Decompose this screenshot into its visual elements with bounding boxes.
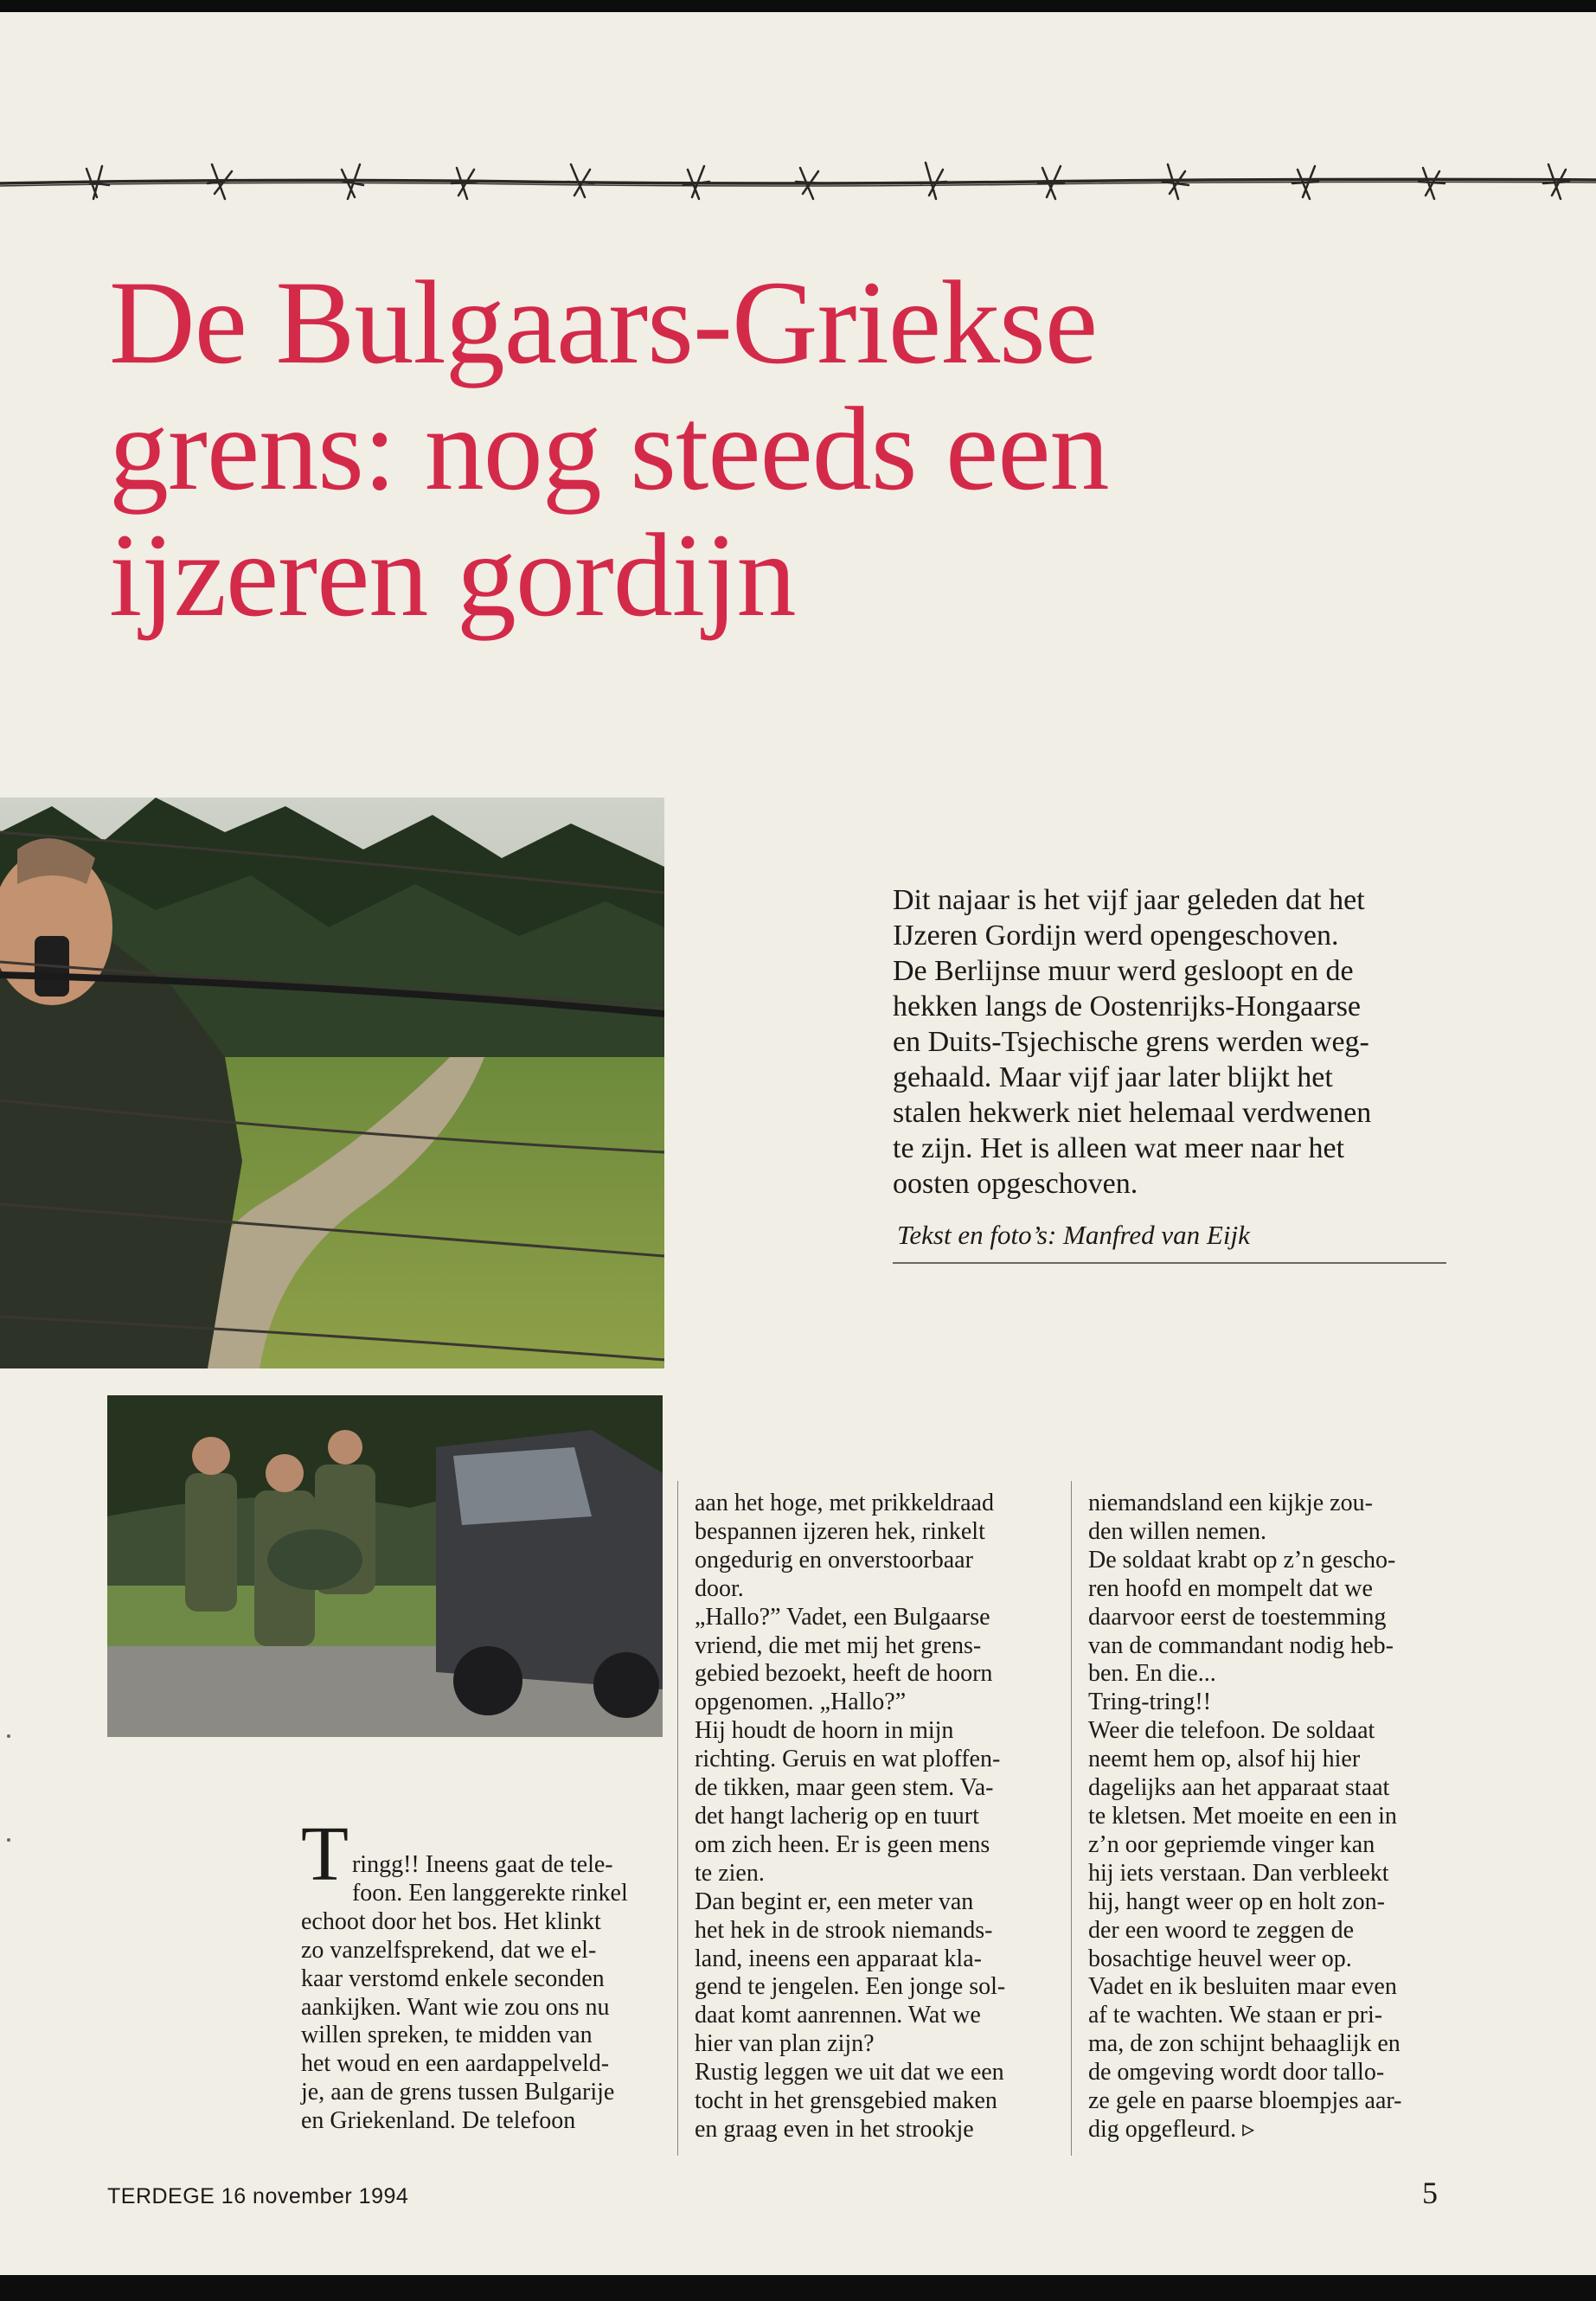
author-credit: Tekst en foto’s: Manfred van Eijk <box>897 1220 1250 1250</box>
column-line: vriend, die met mij het grens- <box>695 1631 982 1659</box>
column-line: te zien. <box>695 1859 765 1887</box>
scan-mark <box>7 1838 10 1842</box>
column-line: opgenomen. „Hallo?” <box>695 1689 907 1716</box>
page-number: 5 <box>1422 2176 1438 2210</box>
column-line: z’n oor gepriemde vinger kan <box>1088 1830 1375 1858</box>
scan-mark <box>7 1734 10 1738</box>
column-line: ma, de zon schijnt behaaglijk en <box>1088 2030 1401 2058</box>
column-line: daarvoor eerst de toestemming <box>1088 1603 1387 1631</box>
column-line: van de commandant nodig heb- <box>1088 1631 1394 1659</box>
column-line: Tring-tring!! <box>1088 1689 1212 1716</box>
column-line: hij iets verstaan. Dan verbleekt <box>1088 1859 1389 1887</box>
column-line: kaar verstomd enkele seconden <box>301 1965 605 1992</box>
column-line: zo vanzelfsprekend, dat we el- <box>301 1936 597 1964</box>
headline-line: ijzeren gordijn <box>109 509 796 641</box>
column-line: Vadet en ik besluiten maar even <box>1088 1973 1397 2001</box>
column-line: en graag even in het strookje <box>695 2115 974 2143</box>
column-line: De soldaat krabt op z’n gescho- <box>1088 1546 1396 1574</box>
column-line: daat komt aanrennen. Wat we <box>695 2002 981 2029</box>
intro-line: oosten opgeschoven. <box>893 1168 1138 1200</box>
column-line: Hij houdt de hoorn in mijn <box>695 1717 954 1745</box>
column-line: det hangt lacherig op en tuurt <box>695 1802 979 1830</box>
column-line: foon. Een langgerekte rinkel <box>351 1879 628 1907</box>
column-line: ringg!! Ineens gaat de tele- <box>351 1851 613 1878</box>
column-line: je, aan de grens tussen Bulgarije <box>301 2079 615 2106</box>
bottom-border <box>0 2275 1596 2301</box>
column-line: richting. Geruis en wat ploffen- <box>695 1746 1001 1773</box>
column-line: hij, hangt weer op en holt zon- <box>1088 1888 1385 1915</box>
column-line: Rustig leggen we uit dat we een <box>695 2059 1004 2086</box>
top-border <box>0 0 1596 12</box>
column-divider <box>677 1481 678 2156</box>
column-line: door. <box>695 1574 744 1602</box>
column-line: het hek in de strook niemands- <box>695 1916 993 1944</box>
intro-line: IJzeren Gordijn werd opengeschoven. <box>893 920 1339 952</box>
intro-line: De Berlijnse muur werd gesloopt en de <box>893 955 1354 987</box>
column-line: den willen nemen. <box>1088 1517 1267 1545</box>
photo-soldier-on-phone-at-fence <box>0 798 664 1368</box>
column-line: niemandsland een kijkje zou- <box>1088 1490 1373 1516</box>
column-line: en Griekenland. De telefoon <box>301 2107 576 2135</box>
column-line: gebied bezoekt, heeft de hoorn <box>695 1660 993 1688</box>
column-line: ze gele en paarse bloempjes aar- <box>1088 2087 1402 2115</box>
magazine-footer: TERDEGE 16 november 1994 <box>107 2184 409 2208</box>
column-line: land, ineens een apparaat kla- <box>695 1945 982 1972</box>
column-line: het woud en een aardappelveld- <box>301 2050 610 2078</box>
column-line: echoot door het bos. Het klinkt <box>301 1907 601 1935</box>
column-line: tocht in het grensgebied maken <box>695 2087 997 2115</box>
intro-line: stalen hekwerk niet helemaal verdwenen <box>893 1097 1372 1129</box>
column-line: bespannen ijzeren hek, rinkelt <box>695 1517 985 1545</box>
column-line: hier van plan zijn? <box>695 2030 875 2058</box>
barbed-wire-illustration <box>0 138 1596 225</box>
headline-line: De Bulgaars-Griekse <box>109 256 1098 388</box>
column-line: aankijken. Want wie zou ons nu <box>301 1993 610 2021</box>
column-line: ren hoofd en mompelt dat we <box>1088 1574 1373 1602</box>
column-line: dig opgefleurd. ▹ <box>1088 2115 1255 2143</box>
column-divider <box>1071 1481 1072 2156</box>
intro-line: hekken langs de Oostenrijks-Hongaarse <box>893 990 1362 1022</box>
column-line: „Hallo?” Vadet, een Bulgaarse <box>695 1603 990 1631</box>
intro-line: gehaald. Maar vijf jaar later blijkt het <box>893 1061 1333 1093</box>
article-column-3 <box>1088 1490 1460 2144</box>
column-line: ben. En die... <box>1088 1660 1216 1688</box>
article-column-1 <box>301 1811 647 2136</box>
photo-soldiers-at-car <box>107 1395 663 1737</box>
intro-line: en Duits-Tsjechische grens werden weg- <box>893 1026 1369 1058</box>
column-line: neemt hem op, alsof hij hier <box>1088 1746 1361 1773</box>
column-line: willen spreken, te midden van <box>301 2022 593 2049</box>
column-line: af te wachten. We staan er pri- <box>1088 2002 1383 2029</box>
headline <box>109 256 1234 641</box>
column-line: aan het hoge, met prikkeldraad <box>695 1490 994 1516</box>
column-line: de tikken, maar geen stem. Va- <box>695 1774 994 1802</box>
column-line: om zich heen. Er is geen mens <box>695 1830 990 1858</box>
intro-line: te zijn. Het is alleen wat meer naar het <box>893 1132 1345 1164</box>
column-line: de omgeving wordt door tallo- <box>1088 2059 1385 2086</box>
intro-text <box>893 882 1455 1202</box>
column-line: te kletsen. Met moeite en een in <box>1088 1802 1397 1830</box>
column-line: Weer die telefoon. De soldaat <box>1088 1717 1375 1745</box>
headline-line: grens: nog steeds een <box>109 382 1109 515</box>
drop-cap: T <box>301 1811 349 1897</box>
column-line: ongedurig en onverstoorbaar <box>695 1546 973 1574</box>
article-column-2 <box>695 1490 1067 2144</box>
column-line: der een woord te zeggen de <box>1088 1916 1355 1944</box>
credit-divider <box>893 1262 1446 1264</box>
column-line: Dan begint er, een meter van <box>695 1888 974 1915</box>
intro-line: Dit najaar is het vijf jaar geleden dat het <box>893 884 1365 916</box>
column-line: dagelijks aan het apparaat staat <box>1088 1774 1390 1802</box>
column-line: bosachtige heuvel weer op. <box>1088 1945 1352 1972</box>
column-line: gend te jengelen. Een jonge sol- <box>695 1973 1006 2001</box>
